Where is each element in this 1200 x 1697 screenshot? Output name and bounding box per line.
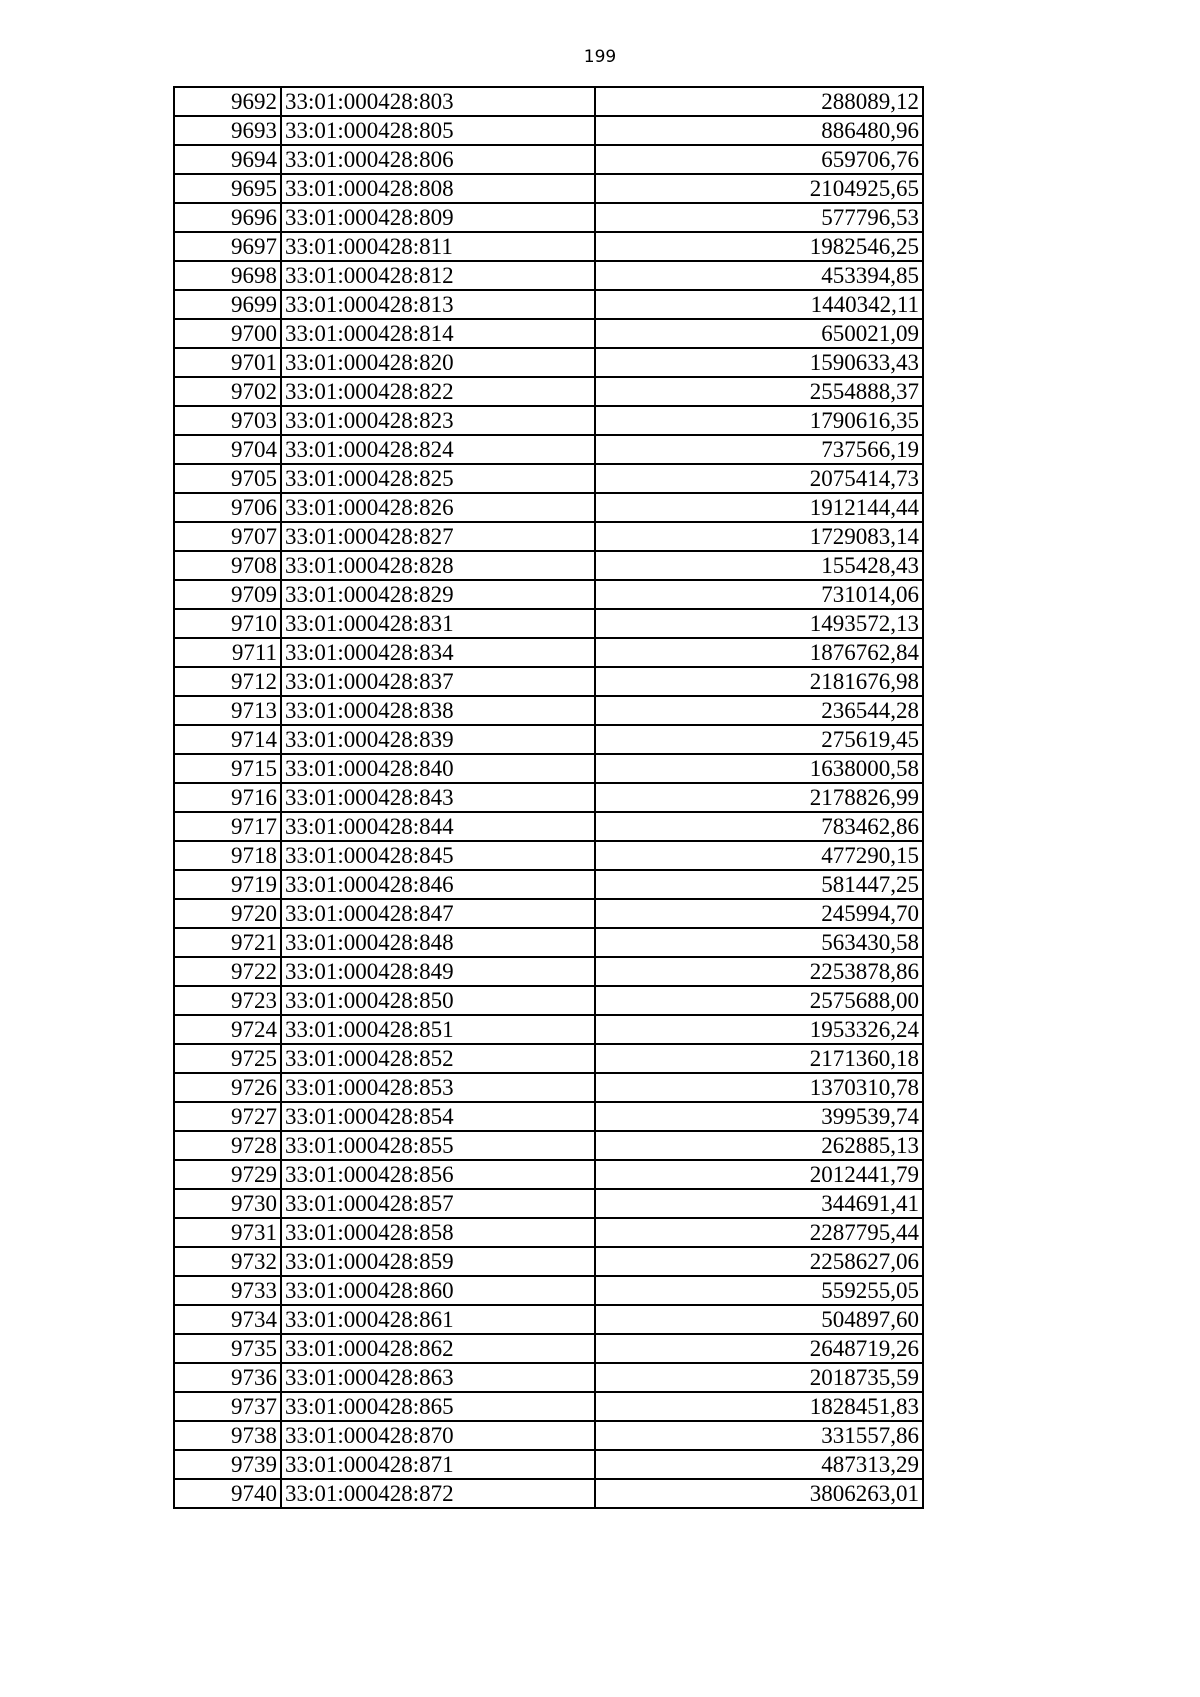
cadastral-number-cell: 33:01:000428:805 [281, 116, 595, 145]
table-row [174, 319, 923, 348]
table-row [174, 1392, 923, 1421]
cadastral-value-cell: 2104925,65 [595, 174, 923, 203]
row-number-cell: 9711 [174, 638, 281, 667]
row-number-cell: 9695 [174, 174, 281, 203]
cadastral-value-cell: 2018735,59 [595, 1363, 923, 1392]
cadastral-value-cell: 1440342,11 [595, 290, 923, 319]
cadastral-value-cell: 288089,12 [595, 87, 923, 116]
cadastral-value-cell: 1729083,14 [595, 522, 923, 551]
cadastral-value-cell: 487313,29 [595, 1450, 923, 1479]
cadastral-number-cell: 33:01:000428:806 [281, 145, 595, 174]
cadastral-number-cell: 33:01:000428:814 [281, 319, 595, 348]
row-number-cell: 9727 [174, 1102, 281, 1131]
cadastral-value-cell: 2253878,86 [595, 957, 923, 986]
row-number-cell: 9719 [174, 870, 281, 899]
page-number: 199 [583, 47, 617, 67]
cadastral-number-cell: 33:01:000428:857 [281, 1189, 595, 1218]
cadastral-value-cell: 331557,86 [595, 1421, 923, 1450]
cadastral-value-cell: 2075414,73 [595, 464, 923, 493]
cadastral-value-cell: 563430,58 [595, 928, 923, 957]
table-row [174, 696, 923, 725]
table-row [174, 957, 923, 986]
table-row [174, 290, 923, 319]
cadastral-number-cell: 33:01:000428:855 [281, 1131, 595, 1160]
row-number-cell: 9720 [174, 899, 281, 928]
cadastral-value-cell: 477290,15 [595, 841, 923, 870]
cadastral-value-cell: 245994,70 [595, 899, 923, 928]
row-number-cell: 9705 [174, 464, 281, 493]
table-row [174, 1479, 923, 1508]
cadastral-value-cell: 453394,85 [595, 261, 923, 290]
table-row [174, 1363, 923, 1392]
cadastral-value-cell: 581447,25 [595, 870, 923, 899]
table-row [174, 464, 923, 493]
cadastral-number-cell: 33:01:000428:834 [281, 638, 595, 667]
table-row [174, 1276, 923, 1305]
table-row [174, 551, 923, 580]
row-number-cell: 9716 [174, 783, 281, 812]
cadastral-value-cell: 783462,86 [595, 812, 923, 841]
row-number-cell: 9704 [174, 435, 281, 464]
cadastral-number-cell: 33:01:000428:825 [281, 464, 595, 493]
cadastral-number-cell: 33:01:000428:824 [281, 435, 595, 464]
cadastral-value-cell: 2575688,00 [595, 986, 923, 1015]
row-number-cell: 9731 [174, 1218, 281, 1247]
cadastral-number-cell: 33:01:000428:871 [281, 1450, 595, 1479]
row-number-cell: 9737 [174, 1392, 281, 1421]
cadastral-number-cell: 33:01:000428:850 [281, 986, 595, 1015]
row-number-cell: 9709 [174, 580, 281, 609]
cadastral-value-cell: 559255,05 [595, 1276, 923, 1305]
table-row [174, 174, 923, 203]
cadastral-value-cell: 659706,76 [595, 145, 923, 174]
cadastral-value-cell: 577796,53 [595, 203, 923, 232]
cadastral-number-cell: 33:01:000428:860 [281, 1276, 595, 1305]
cadastral-number-cell: 33:01:000428:838 [281, 696, 595, 725]
cadastral-number-cell: 33:01:000428:843 [281, 783, 595, 812]
cadastral-number-cell: 33:01:000428:837 [281, 667, 595, 696]
table-row [174, 1160, 923, 1189]
row-number-cell: 9728 [174, 1131, 281, 1160]
cadastral-number-cell: 33:01:000428:809 [281, 203, 595, 232]
row-number-cell: 9726 [174, 1073, 281, 1102]
cadastral-value-cell: 2171360,18 [595, 1044, 923, 1073]
cadastral-number-cell: 33:01:000428:856 [281, 1160, 595, 1189]
row-number-cell: 9730 [174, 1189, 281, 1218]
cadastral-number-cell: 33:01:000428:848 [281, 928, 595, 957]
table-row [174, 1189, 923, 1218]
cadastral-value-cell: 2258627,06 [595, 1247, 923, 1276]
row-number-cell: 9702 [174, 377, 281, 406]
table-row [174, 1305, 923, 1334]
row-number-cell: 9699 [174, 290, 281, 319]
cadastral-number-cell: 33:01:000428:861 [281, 1305, 595, 1334]
table-row [174, 261, 923, 290]
table-row [174, 1450, 923, 1479]
cadastral-number-cell: 33:01:000428:847 [281, 899, 595, 928]
cadastral-number-cell: 33:01:000428:844 [281, 812, 595, 841]
cadastral-number-cell: 33:01:000428:828 [281, 551, 595, 580]
row-number-cell: 9735 [174, 1334, 281, 1363]
row-number-cell: 9722 [174, 957, 281, 986]
table-body [174, 87, 923, 1508]
cadastral-number-cell: 33:01:000428:840 [281, 754, 595, 783]
table-row [174, 522, 923, 551]
cadastral-value-cell: 2012441,79 [595, 1160, 923, 1189]
row-number-cell: 9713 [174, 696, 281, 725]
cadastral-value-cell: 236544,28 [595, 696, 923, 725]
cadastral-value-cell: 275619,45 [595, 725, 923, 754]
row-number-cell: 9708 [174, 551, 281, 580]
table-row [174, 812, 923, 841]
table-row [174, 841, 923, 870]
row-number-cell: 9724 [174, 1015, 281, 1044]
table-row [174, 1102, 923, 1131]
cadastral-number-cell: 33:01:000428:803 [281, 87, 595, 116]
cadastral-number-cell: 33:01:000428:845 [281, 841, 595, 870]
cadastral-value-cell: 2287795,44 [595, 1218, 923, 1247]
cadastral-value-cell: 737566,19 [595, 435, 923, 464]
table-row [174, 406, 923, 435]
cadastral-value-table [173, 86, 924, 1509]
cadastral-number-cell: 33:01:000428:811 [281, 232, 595, 261]
cadastral-number-cell: 33:01:000428:822 [281, 377, 595, 406]
cadastral-number-cell: 33:01:000428:853 [281, 1073, 595, 1102]
row-number-cell: 9700 [174, 319, 281, 348]
table-row [174, 638, 923, 667]
table-row [174, 1131, 923, 1160]
table-row [174, 493, 923, 522]
table-row [174, 232, 923, 261]
table-row [174, 725, 923, 754]
cadastral-value-cell: 731014,06 [595, 580, 923, 609]
row-number-cell: 9710 [174, 609, 281, 638]
cadastral-value-cell: 2554888,37 [595, 377, 923, 406]
cadastral-number-cell: 33:01:000428:872 [281, 1479, 595, 1508]
cadastral-number-cell: 33:01:000428:865 [281, 1392, 595, 1421]
cadastral-number-cell: 33:01:000428:846 [281, 870, 595, 899]
cadastral-value-cell: 3806263,01 [595, 1479, 923, 1508]
row-number-cell: 9712 [174, 667, 281, 696]
row-number-cell: 9725 [174, 1044, 281, 1073]
cadastral-number-cell: 33:01:000428:851 [281, 1015, 595, 1044]
row-number-cell: 9698 [174, 261, 281, 290]
table-row [174, 145, 923, 174]
table-row [174, 87, 923, 116]
row-number-cell: 9732 [174, 1247, 281, 1276]
row-number-cell: 9694 [174, 145, 281, 174]
cadastral-value-cell: 2181676,98 [595, 667, 923, 696]
cadastral-value-cell: 2178826,99 [595, 783, 923, 812]
table-row [174, 783, 923, 812]
table-row [174, 754, 923, 783]
table-row [174, 667, 923, 696]
table-row [174, 1015, 923, 1044]
row-number-cell: 9718 [174, 841, 281, 870]
row-number-cell: 9739 [174, 1450, 281, 1479]
cadastral-value-cell: 1370310,78 [595, 1073, 923, 1102]
cadastral-number-cell: 33:01:000428:820 [281, 348, 595, 377]
table-row [174, 1247, 923, 1276]
table-row [174, 899, 923, 928]
row-number-cell: 9740 [174, 1479, 281, 1508]
row-number-cell: 9715 [174, 754, 281, 783]
cadastral-value-cell: 1912144,44 [595, 493, 923, 522]
row-number-cell: 9696 [174, 203, 281, 232]
table-row [174, 1073, 923, 1102]
cadastral-number-cell: 33:01:000428:849 [281, 957, 595, 986]
cadastral-value-cell: 1493572,13 [595, 609, 923, 638]
cadastral-number-cell: 33:01:000428:854 [281, 1102, 595, 1131]
cadastral-number-cell: 33:01:000428:839 [281, 725, 595, 754]
cadastral-number-cell: 33:01:000428:826 [281, 493, 595, 522]
cadastral-number-cell: 33:01:000428:870 [281, 1421, 595, 1450]
cadastral-value-cell: 886480,96 [595, 116, 923, 145]
cadastral-value-cell: 344691,41 [595, 1189, 923, 1218]
cadastral-value-cell: 155428,43 [595, 551, 923, 580]
cadastral-number-cell: 33:01:000428:823 [281, 406, 595, 435]
row-number-cell: 9721 [174, 928, 281, 957]
table-row [174, 203, 923, 232]
table-row [174, 377, 923, 406]
table-row [174, 348, 923, 377]
table-row [174, 1044, 923, 1073]
cadastral-value-cell: 1790616,35 [595, 406, 923, 435]
row-number-cell: 9738 [174, 1421, 281, 1450]
cadastral-value-cell: 262885,13 [595, 1131, 923, 1160]
cadastral-value-cell: 1638000,58 [595, 754, 923, 783]
cadastral-value-cell: 2648719,26 [595, 1334, 923, 1363]
table-row [174, 609, 923, 638]
table-row [174, 928, 923, 957]
row-number-cell: 9733 [174, 1276, 281, 1305]
cadastral-number-cell: 33:01:000428:827 [281, 522, 595, 551]
row-number-cell: 9692 [174, 87, 281, 116]
cadastral-number-cell: 33:01:000428:813 [281, 290, 595, 319]
cadastral-value-cell: 504897,60 [595, 1305, 923, 1334]
row-number-cell: 9723 [174, 986, 281, 1015]
row-number-cell: 9736 [174, 1363, 281, 1392]
row-number-cell: 9703 [174, 406, 281, 435]
cadastral-value-cell: 1590633,43 [595, 348, 923, 377]
row-number-cell: 9697 [174, 232, 281, 261]
row-number-cell: 9706 [174, 493, 281, 522]
cadastral-value-cell: 1828451,83 [595, 1392, 923, 1421]
cadastral-number-cell: 33:01:000428:863 [281, 1363, 595, 1392]
cadastral-number-cell: 33:01:000428:829 [281, 580, 595, 609]
row-number-cell: 9729 [174, 1160, 281, 1189]
row-number-cell: 9714 [174, 725, 281, 754]
table-row [174, 435, 923, 464]
row-number-cell: 9701 [174, 348, 281, 377]
table-row [174, 1218, 923, 1247]
cadastral-number-cell: 33:01:000428:812 [281, 261, 595, 290]
cadastral-value-cell: 1876762,84 [595, 638, 923, 667]
cadastral-value-cell: 1982546,25 [595, 232, 923, 261]
cadastral-number-cell: 33:01:000428:852 [281, 1044, 595, 1073]
table-row [174, 116, 923, 145]
table-row [174, 986, 923, 1015]
cadastral-value-cell: 399539,74 [595, 1102, 923, 1131]
row-number-cell: 9717 [174, 812, 281, 841]
row-number-cell: 9707 [174, 522, 281, 551]
cadastral-number-cell: 33:01:000428:831 [281, 609, 595, 638]
cadastral-number-cell: 33:01:000428:808 [281, 174, 595, 203]
row-number-cell: 9693 [174, 116, 281, 145]
cadastral-number-cell: 33:01:000428:862 [281, 1334, 595, 1363]
cadastral-value-cell: 1953326,24 [595, 1015, 923, 1044]
cadastral-number-cell: 33:01:000428:859 [281, 1247, 595, 1276]
cadastral-number-cell: 33:01:000428:858 [281, 1218, 595, 1247]
row-number-cell: 9734 [174, 1305, 281, 1334]
cadastral-value-cell: 650021,09 [595, 319, 923, 348]
table-row [174, 1421, 923, 1450]
table-row [174, 580, 923, 609]
table-row [174, 870, 923, 899]
table-row [174, 1334, 923, 1363]
